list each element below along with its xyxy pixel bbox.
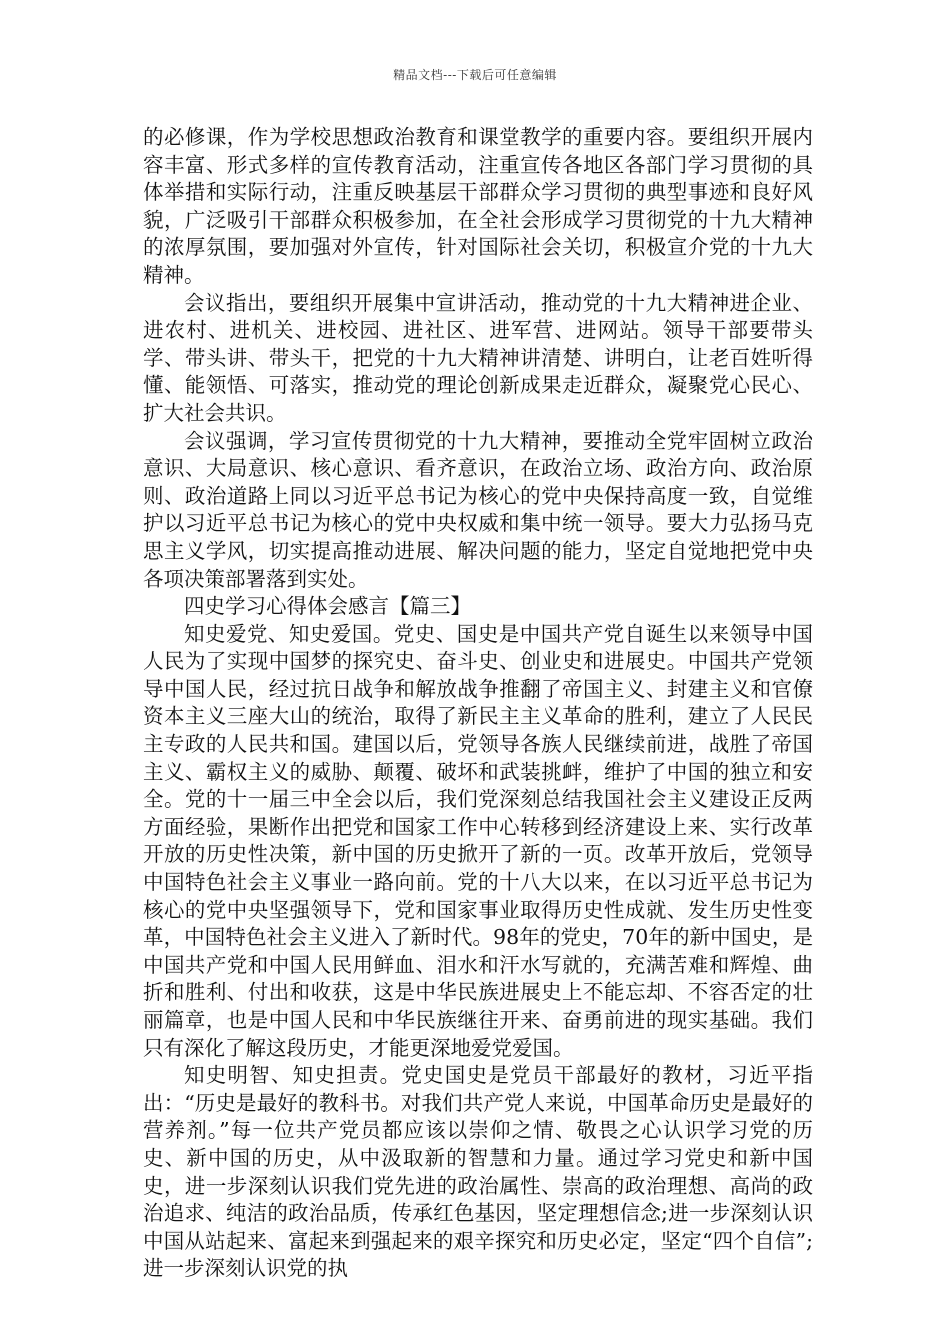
paragraph-continuation: 的必修课，作为学校思想政治教育和课堂教学的重要内容。要组织开展内容丰富、形式多样的宣传教育活动，注重宣传各地区各部门学习贯彻的具体举措和实际行动，注重反映基层干部群众学习贯彻的典型事迹和良好风貌，广泛吸引干部群众积极参加，在全社会形成学习贯彻党的十九大精神的浓厚氛围，要加强对外宣传，针对国际社会关切，积极宣介党的十九大精神。 bbox=[143, 125, 813, 287]
paragraph-meeting-pointed: 会议指出，要组织开展集中宣讲活动，推动党的十九大精神进企业、进农村、进机关、进校园、进社区、进军营、进网站。领导干部要带头学、带头讲、带头干，把党的十九大精神讲清楚、讲明白，让老百姓听得懂、能领悟、可落实，推动党的理论创新成果走近群众，凝聚党心民心、扩大社会共识。 bbox=[143, 290, 813, 425]
paragraph-meeting-emphasized: 会议强调，学习宣传贯彻党的十九大精神，要推动全党牢固树立政治意识、大局意识、核心意识、看齐意识，在政治立场、政治方向、政治原则、政治道路上同以习近平总书记为核心的党中央保持高度一致，自觉维护以习近平总书记为核心的党中央权威和集中统一领导。要大力弘扬马克思主义学风，切实提高推动进展、解决问题的能力，坚定自觉地把党中央各项决策部署落到实处。 bbox=[143, 428, 813, 591]
paragraph-know-history-love-party: 知史爱党、知史爱国。党史、国史是中国共产党自诞生以来领导中国人民为了实现中国梦的探究史、奋斗史、创业史和进展史。中国共产党领导中国人民，经过抗日战争和解放战争推翻了帝国主义、封建主义和官僚资本主义三座大山的统治，取得了新民主主义革命的胜利，建立了人民民主专政的人民共和国。建国以后，党领导各族人民继续前进，战胜了帝国主义、霸权主义的威胁、颠覆、破坏和武装挑衅，维护了中国的独立和安全。党的十一届三中全会以后，我们党深刻总结我国社会主义建设正反两方面经验，果断作出把党和国家工作中心转移到经济建设上来、实行改革开放的历史性决策，新中国的历史掀开了新的一页。改革开放后，党领导中国特色社会主义事业一路向前。党的十八大以来，在以习近平总书记为核心的党中央坚强领导下，党和国家事业取得历史性成就、发生历史性变革，中国特色社会主义进入了新时代。98年的党史，70年的新中国史，是中国共产党和中国人民用鲜血、泪水和汗水写就的，充满苦难和辉煌、曲折和胜利、付出和收获，这是中华民族进展史上不能忘却、不容否定的壮丽篇章，也是中国人民和中华民族继往开来、奋勇前进的现实基础。我们只有深化了解这段历史，才能更深地爱党爱国。 bbox=[143, 621, 813, 1060]
paragraph-know-history-wisdom: 知史明智、知史担责。党史国史是党员干部最好的教材，习近平指出：“历史是最好的教科书。对我们共产党人来说，中国革命历史是最好的营养剂。”每一位共产党员都应该以崇仰之情、敬畏之心认识学习党的历史、新中国的历史，从中汲取新的智慧和力量。通过学习党史和新中国史，进一步深刻认识我们党先进的政治属性、崇高的政治理想、高尚的政治追求、纯洁的政治品质，传承红色基因，坚定理想信念;进一步深刻认识中国从站起来、富起来到强起来的艰辛探究和历史必定，坚定“四个自信”;进一步深刻认识党的执 bbox=[143, 1063, 813, 1281]
section-heading: 四史学习心得体会感言【篇三】 bbox=[184, 594, 471, 619]
page-header: 精品文档---下载后可任意编辑 bbox=[393, 68, 557, 82]
document-body bbox=[143, 124, 813, 1283]
